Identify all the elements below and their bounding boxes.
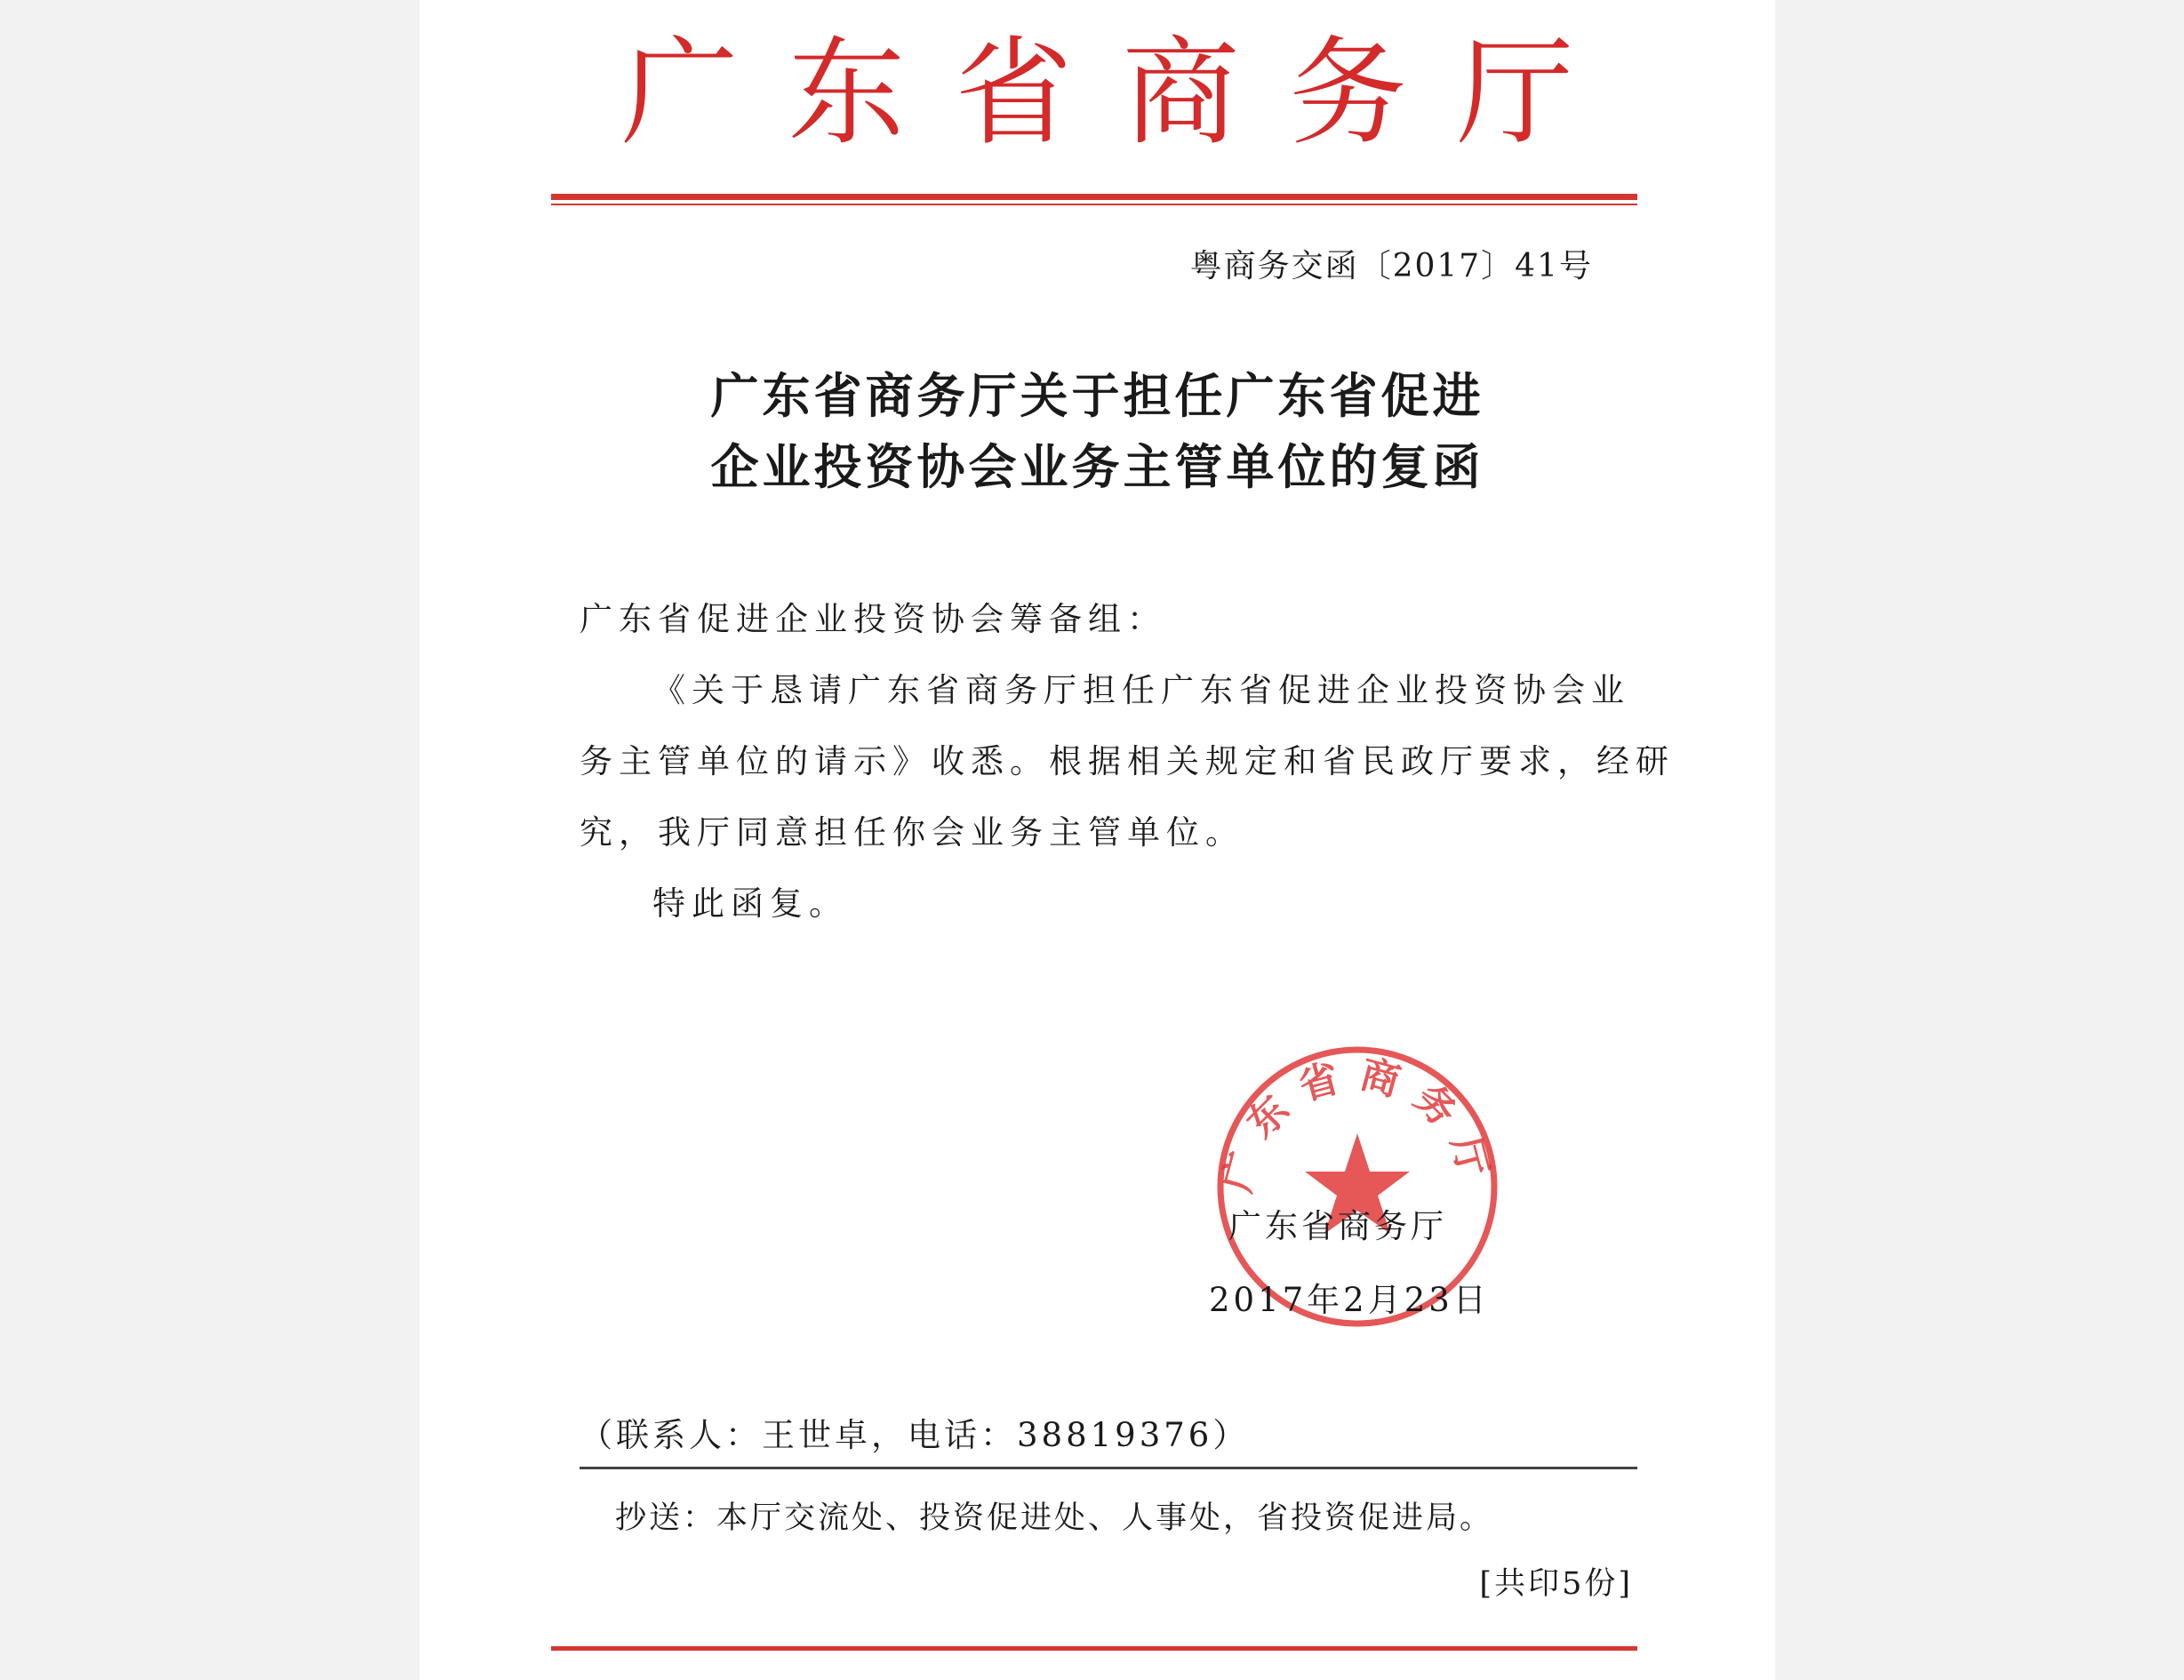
signature-organization: 广东省商务厅 [1228,1207,1447,1245]
closing-phrase: 特此函复。 [652,884,848,923]
signature-date: 2017年2月23日 [1209,1281,1490,1319]
footer-red-rule [551,1646,1637,1651]
masthead-red-rule-thin [551,204,1637,205]
seal-text: 广东省商务厅 [1214,1051,1500,1197]
document-number: 粤商务交函〔2017〕41号 [1189,248,1593,284]
body-line-3: 究，我厅同意担任你会业务主管单位。 [580,813,1244,852]
document-page [420,0,1775,1680]
body-line-2: 务主管单位的请示》收悉。根据相关规定和省民政厅要求，经研 [580,742,1675,780]
masthead-red-rule-thick [551,194,1637,200]
copies-count: [共印5份] [1479,1566,1633,1602]
body-line-1: 《关于恳请广东省商务厅担任广东省促进企业投资协会业 [652,671,1630,709]
contact-info: （联系人：王世卓，电话：38819376） [580,1416,1250,1454]
cc-recipients: 抄送：本厅交流处、投资促进处、人事处，省投资促进局。 [615,1500,1494,1536]
footer-rule-upper [580,1467,1637,1469]
document-title-line-2: 企业投资协会业务主管单位的复函 [710,438,1484,495]
salutation: 广东省促进企业投资协会筹备组： [580,600,1166,638]
masthead-title: 广东省商务厅 [620,25,1624,162]
document-title-line-1: 广东省商务厅关于担任广东省促进 [710,367,1484,424]
